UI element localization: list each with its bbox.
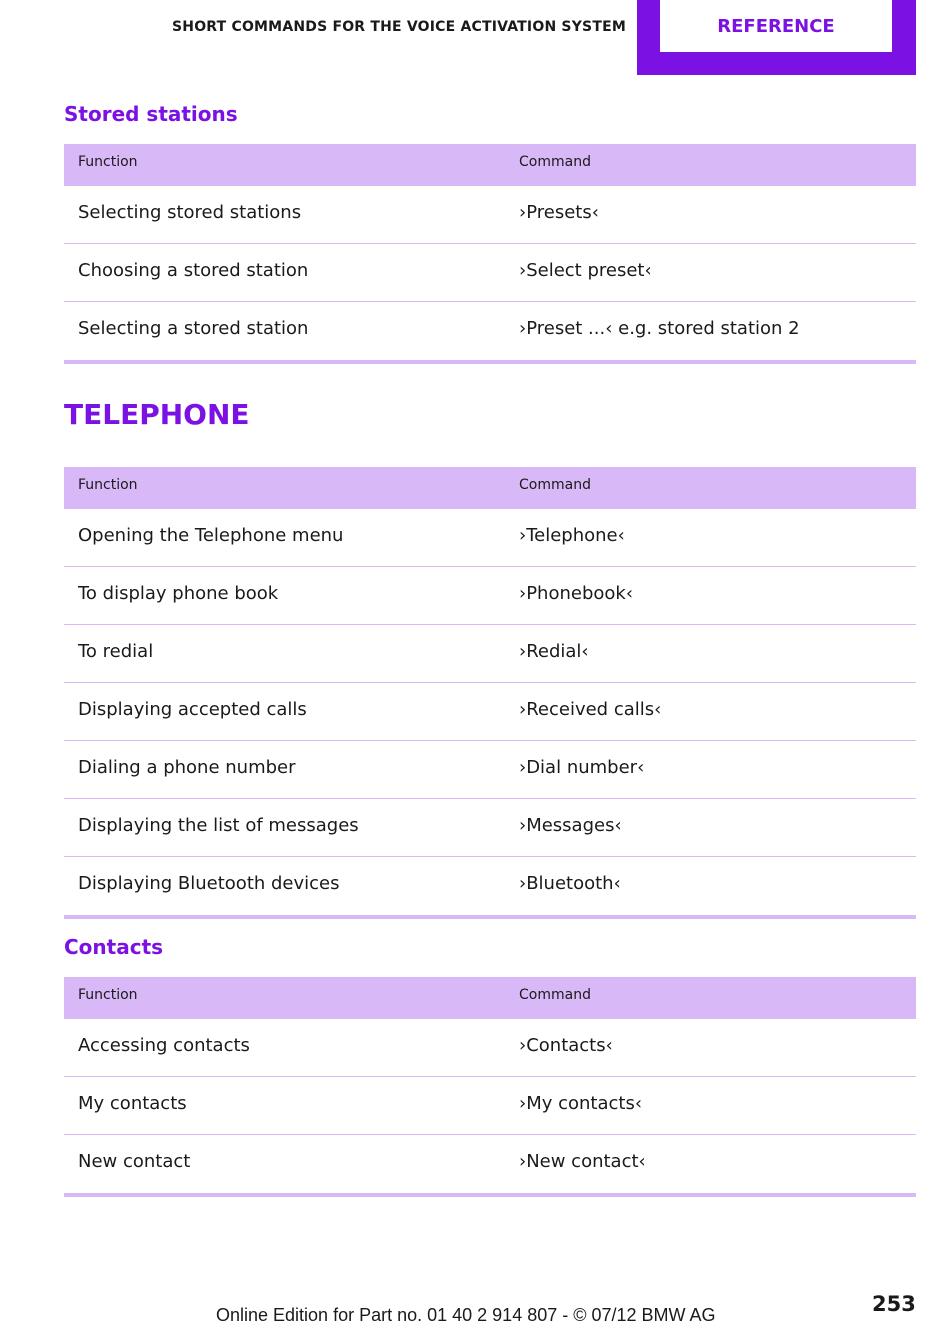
function-cell: Displaying Bluetooth devices bbox=[78, 873, 340, 894]
contacts-table bbox=[64, 977, 916, 1197]
table-row bbox=[64, 799, 916, 857]
command-cell: ›Messages‹ bbox=[519, 815, 622, 836]
telephone-table bbox=[64, 467, 916, 919]
column-header-command: Command bbox=[519, 987, 591, 1003]
column-header-function: Function bbox=[78, 477, 138, 493]
command-cell: ›My contacts‹ bbox=[519, 1093, 643, 1114]
command-cell: ›Preset ...‹ e.g. stored station 2 bbox=[519, 318, 800, 339]
page-header-title: SHORT COMMANDS FOR THE VOICE ACTIVATION SYSTEM bbox=[172, 19, 626, 35]
section-heading-telephone: TELEPHONE bbox=[64, 398, 250, 431]
stored-stations-table bbox=[64, 144, 916, 364]
function-cell: My contacts bbox=[78, 1093, 187, 1114]
column-header-command: Command bbox=[519, 477, 591, 493]
table-header bbox=[64, 467, 916, 509]
function-cell: New contact bbox=[78, 1151, 191, 1172]
column-header-function: Function bbox=[78, 154, 138, 170]
function-cell: Displaying accepted calls bbox=[78, 699, 307, 720]
table-row bbox=[64, 186, 916, 244]
function-cell: Opening the Telephone menu bbox=[78, 525, 344, 546]
table-row bbox=[64, 625, 916, 683]
function-cell: Selecting stored stations bbox=[78, 202, 302, 223]
function-cell: To redial bbox=[78, 641, 154, 662]
page-number: 253 bbox=[872, 1292, 916, 1316]
table-row bbox=[64, 1077, 916, 1135]
table-row bbox=[64, 1019, 916, 1077]
command-cell: ›Contacts‹ bbox=[519, 1035, 613, 1056]
command-cell: ›Received calls‹ bbox=[519, 699, 662, 720]
column-header-command: Command bbox=[519, 154, 591, 170]
command-cell: ›Presets‹ bbox=[519, 202, 599, 223]
command-cell: ›Phonebook‹ bbox=[519, 583, 634, 604]
table-header bbox=[64, 977, 916, 1019]
table-row bbox=[64, 683, 916, 741]
command-cell: ›Select preset‹ bbox=[519, 260, 652, 281]
table-header bbox=[64, 144, 916, 186]
table-row bbox=[64, 1135, 916, 1193]
function-cell: To display phone book bbox=[78, 583, 279, 604]
table-row bbox=[64, 302, 916, 360]
table-row bbox=[64, 567, 916, 625]
section-heading-stored-stations: Stored stations bbox=[64, 102, 238, 126]
table-row bbox=[64, 509, 916, 567]
command-cell: ›Telephone‹ bbox=[519, 525, 625, 546]
reference-tab[interactable] bbox=[660, 0, 892, 52]
function-cell: Choosing a stored station bbox=[78, 260, 309, 281]
column-header-function: Function bbox=[78, 987, 138, 1003]
function-cell: Displaying the list of messages bbox=[78, 815, 359, 836]
command-cell: ›Bluetooth‹ bbox=[519, 873, 621, 894]
function-cell: Accessing contacts bbox=[78, 1035, 250, 1056]
function-cell: Selecting a stored station bbox=[78, 318, 309, 339]
section-heading-contacts: Contacts bbox=[64, 935, 164, 959]
table-row bbox=[64, 741, 916, 799]
footer-edition-note: Online Edition for Part no. 01 40 2 914 807 - © 07/12 BMW AG bbox=[216, 1305, 716, 1325]
command-cell: ›Dial number‹ bbox=[519, 757, 645, 778]
function-cell: Dialing a phone number bbox=[78, 757, 296, 778]
command-cell: ›Redial‹ bbox=[519, 641, 589, 662]
reference-tab-label: REFERENCE bbox=[717, 16, 835, 37]
table-row bbox=[64, 857, 916, 915]
command-cell: ›New contact‹ bbox=[519, 1151, 646, 1172]
table-row bbox=[64, 244, 916, 302]
